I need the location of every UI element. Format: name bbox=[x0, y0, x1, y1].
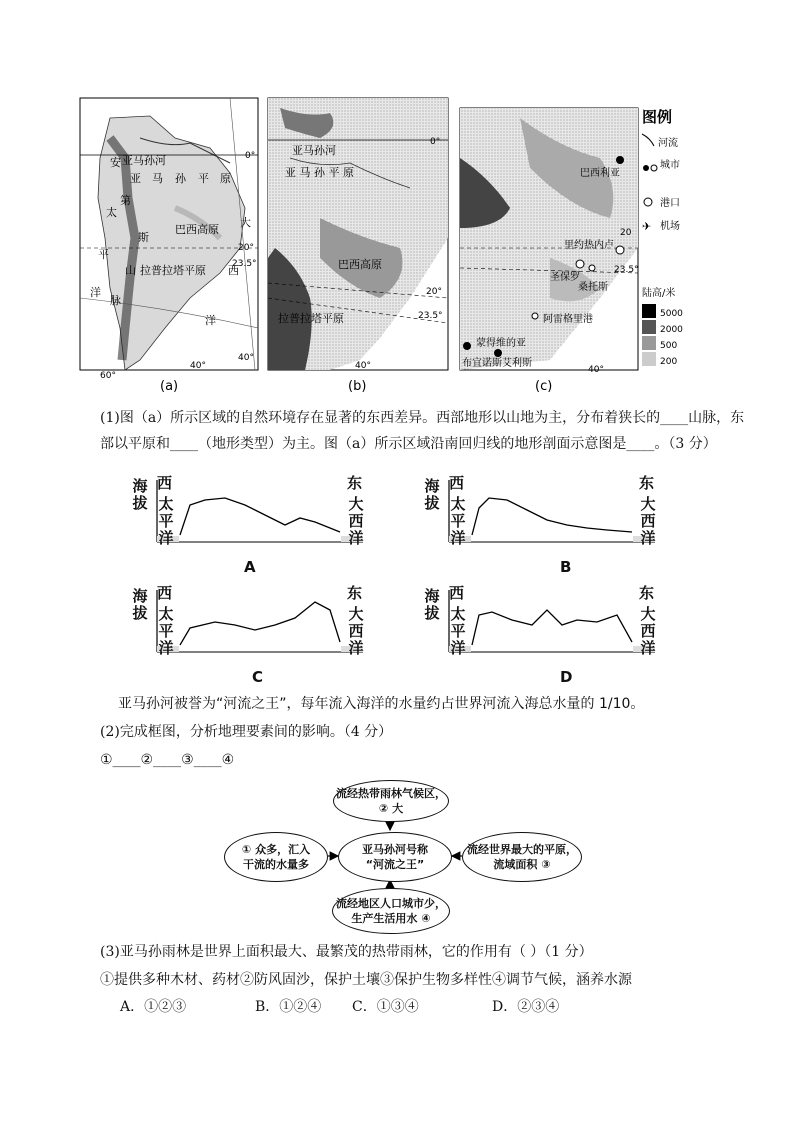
q2-line2: ①____②____③____④ bbox=[100, 752, 235, 768]
map-b-caption: (b) bbox=[348, 379, 367, 394]
map-a-label-yang: 洋 bbox=[90, 286, 101, 299]
diagram-node-plain: 流经世界最大的平原， 流域面积 ③ bbox=[462, 832, 582, 882]
map-c-label-rio: 里约热内卢 bbox=[564, 240, 614, 251]
map-a-label-tai: 太 bbox=[106, 206, 117, 219]
legend-city: 城市 bbox=[660, 160, 680, 171]
diagram-node-population: 流经地区人口城市少， 生产生活用水 ④ bbox=[332, 888, 450, 934]
map-b-label-plateau: 巴西高原 bbox=[338, 258, 382, 271]
map-a-label-an: 安 bbox=[110, 156, 121, 169]
profile-altitude-label: 海 拔 bbox=[424, 477, 440, 512]
profile-caption: D bbox=[560, 668, 573, 686]
map-a-label-ya: 亚 bbox=[130, 172, 141, 185]
map-a-deg20: 20° bbox=[238, 243, 254, 253]
map-a-label-yuan: 原 bbox=[220, 172, 231, 185]
profile-west-label: 西 bbox=[449, 584, 465, 602]
map-a-label-di: 第 bbox=[120, 194, 131, 207]
map-a-label-si: 斯 bbox=[138, 231, 149, 244]
q2-line1: (2)完成框图，分析地理要素间的影响。（4 分） bbox=[100, 724, 393, 740]
map-b-label-laplata: 拉普拉塔平原 bbox=[278, 312, 344, 325]
q3-line1: (3)亚马孙雨林是世界上面积最大、最繁茂的热带雨林，它的作用有（ ）（1 分） bbox=[100, 944, 593, 960]
map-c-label-buenosaires: 布宜诺斯艾利斯 bbox=[462, 358, 532, 369]
map-b-label-amazon: 亚马孙河 bbox=[292, 144, 336, 157]
legend-airport: 机场 bbox=[660, 221, 680, 232]
profile-caption: B bbox=[560, 558, 572, 576]
map-a-deg0: 0° bbox=[245, 151, 256, 161]
legend-title: 图例 bbox=[642, 108, 673, 126]
intro-text: 亚马孙河被誉为“河流之王”，每年流入海洋的水量约占世界河流入海总水量的 1/10。 bbox=[118, 696, 645, 712]
map-a-label-amazon: 亚马孙河 bbox=[122, 154, 166, 167]
q3-option-b[interactable]: B．①②④ bbox=[255, 999, 322, 1015]
map-a-label-ping: 平 bbox=[198, 172, 209, 185]
profile-altitude-label: 海 拔 bbox=[132, 587, 148, 622]
profile-pacific-label: 太 平 洋 bbox=[450, 605, 466, 657]
profile-atlantic-label: 大 西 洋 bbox=[640, 495, 656, 547]
profile-atlantic-label: 大 西 洋 bbox=[348, 605, 364, 657]
map-b-deg235: 23.5° bbox=[418, 311, 443, 321]
profile-west-label: 西 bbox=[157, 584, 173, 602]
map-b-deg0: 0° bbox=[430, 137, 441, 147]
map-c-deg235: 23.5° bbox=[614, 265, 639, 275]
map-a-label-ma: 马 bbox=[152, 172, 163, 185]
profile-pacific-label: 太 平 洋 bbox=[450, 495, 466, 547]
airport-icon: ✈ bbox=[642, 220, 652, 233]
map-a-label-xi: 西 bbox=[228, 264, 239, 277]
map-a-deg235: 23.5° bbox=[232, 259, 257, 269]
map-a-label-shan: 山 bbox=[125, 264, 136, 277]
map-b-deg20: 20° bbox=[426, 287, 442, 297]
profile-atlantic-label: 大 西 洋 bbox=[348, 495, 364, 547]
map-c-label-santos: 桑托斯 bbox=[578, 282, 608, 293]
map-c-label-brasilia: 巴西利亚 bbox=[580, 168, 620, 179]
q1-line1: (1)图（a）所示区域的自然环境存在显著的东西差异。西部地形以山地为主，分布着狭长的____山脉，东 bbox=[100, 410, 745, 426]
map-c-deg40: 40° bbox=[588, 365, 604, 375]
profile-pacific-label: 太 平 洋 bbox=[158, 605, 174, 657]
map-a-deg40a: 40° bbox=[238, 353, 254, 363]
map-b-label-plain: 亚 马 孙 平 原 bbox=[285, 166, 354, 179]
q3-line2: ①提供多种木材、药材②防风固沙，保护土壤③保护生物多样性④调节气候，涵养水源 bbox=[100, 972, 632, 988]
map-a-label-laplata: 拉普拉塔平原 bbox=[140, 264, 206, 277]
q1-line2: 部以平原和____（地形类型）为主。图（a）所示区域沿南回归线的地形剖面示意图是____。（3 分） bbox=[100, 436, 717, 452]
diagram-node-tributaries: ① 众多，汇入 干流的水量多 bbox=[224, 832, 328, 882]
diagram-node-center: 亚马孙河号称 “河流之王” bbox=[338, 832, 452, 882]
map-a-label-mai: 脉 bbox=[110, 294, 121, 307]
profile-east-label: 东 bbox=[347, 474, 363, 492]
q3-option-c[interactable]: C．①③④ bbox=[352, 999, 419, 1015]
map-c-label-saopaulo: 圣保罗 bbox=[550, 272, 580, 283]
map-a-label-ping2: 平 bbox=[98, 248, 109, 261]
profile-pacific-label: 太 平 洋 bbox=[158, 495, 174, 547]
profile-caption: C bbox=[252, 668, 264, 686]
q3-option-a[interactable]: A．①②③ bbox=[120, 999, 187, 1015]
profile-caption: A bbox=[244, 558, 256, 576]
profile-west-label: 西 bbox=[157, 474, 173, 492]
profile-altitude-label: 海 拔 bbox=[132, 477, 148, 512]
legend-elev-5000: 5000 bbox=[660, 309, 683, 319]
profile-east-label: 东 bbox=[639, 584, 655, 602]
legend-elev-2000: 2000 bbox=[660, 325, 683, 335]
map-a-label-sun: 孙 bbox=[175, 172, 186, 185]
map-c-label-montevideo: 蒙得维的亚 bbox=[476, 338, 526, 349]
legend-elev-title: 陆高/米 bbox=[642, 288, 676, 299]
legend-elev-200: 200 bbox=[660, 357, 678, 367]
profile-west-label: 西 bbox=[449, 474, 465, 492]
profile-east-label: 东 bbox=[639, 474, 655, 492]
profile-east-label: 东 bbox=[347, 584, 363, 602]
map-a-deg60: 60° bbox=[100, 371, 116, 381]
map-a-label-yang2: 洋 bbox=[205, 314, 216, 327]
q3-option-d[interactable]: D．②③④ bbox=[492, 999, 560, 1015]
profile-altitude-label: 海 拔 bbox=[424, 587, 440, 622]
legend-elev-500: 500 bbox=[660, 341, 678, 351]
diagram-node-climate: 流经热带雨林气候区， ② 大 bbox=[333, 780, 449, 822]
profile-atlantic-label: 大 西 洋 bbox=[640, 605, 656, 657]
map-c-deg20: 20 bbox=[620, 228, 632, 238]
map-b-deg40: 40° bbox=[355, 361, 371, 371]
map-a-caption: (a) bbox=[160, 379, 179, 394]
map-c-label-portoalegre: 阿雷格里港 bbox=[543, 314, 593, 325]
map-a-label-da: 大 bbox=[240, 216, 251, 229]
map-a-deg40b: 40° bbox=[190, 361, 206, 371]
map-a-label-plateau: 巴西高原 bbox=[175, 223, 219, 236]
legend-river: 河流 bbox=[658, 138, 678, 149]
map-c-caption: (c) bbox=[535, 379, 553, 394]
legend-port: 港口 bbox=[660, 198, 680, 209]
